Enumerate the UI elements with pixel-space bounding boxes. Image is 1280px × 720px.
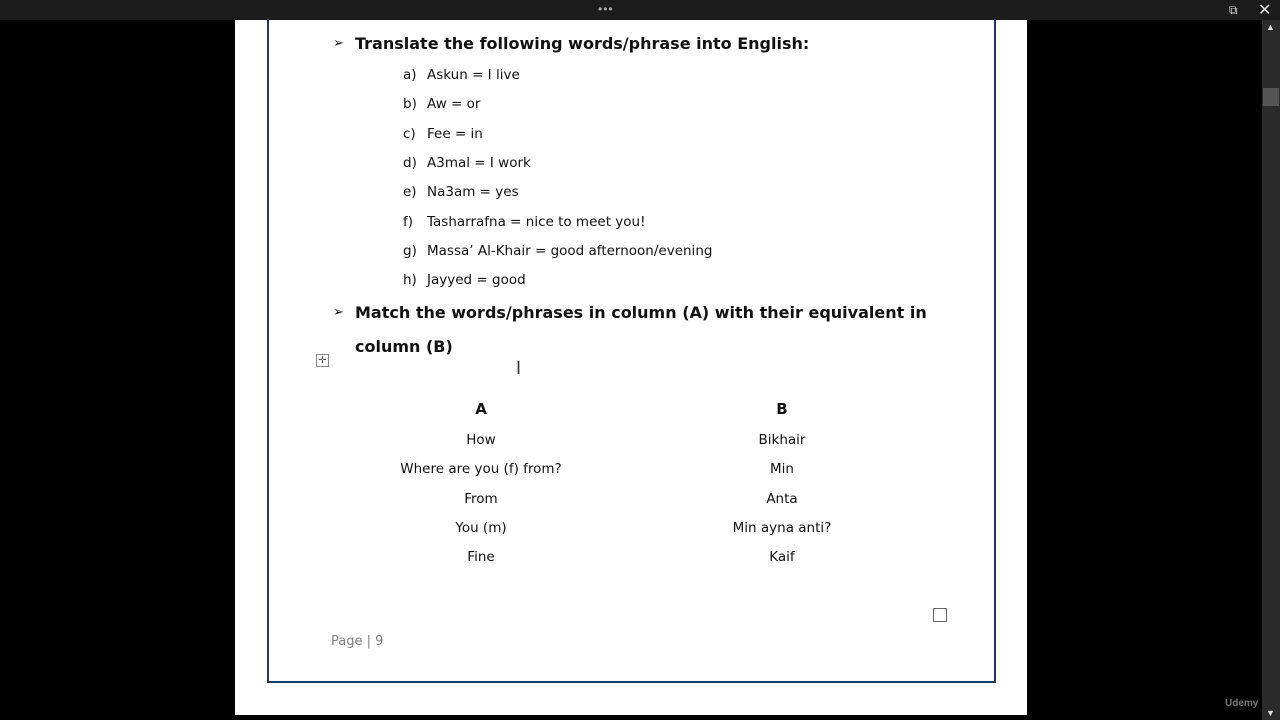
list-item-text: Aw = or [427,96,481,113]
scroll-down-icon[interactable]: ▼ [1266,708,1275,718]
column-b [657,400,907,578]
list-marker: a) [403,67,417,83]
list-marker: e) [403,184,417,201]
list-item [403,214,646,230]
vertical-scrollbar[interactable] [1262,20,1280,720]
table-cell: Min ayna anti? [732,519,832,536]
udemy-watermark: Udemy [1225,698,1259,709]
menu-dots-icon[interactable]: ••• [598,2,614,16]
list-item-text: Tasharrafna = nice to meet you! [427,213,646,230]
table-cell: You (m) [455,519,507,536]
document-page[interactable] [235,20,1027,715]
list-marker: b) [403,96,417,113]
arrow-bullet-icon: ➢ [333,305,344,320]
column-a-header: A [475,400,487,418]
list-item [403,243,712,259]
list-item [403,184,519,200]
list-item-text: Fee = in [427,125,483,142]
list-marker: d) [403,154,417,171]
arrow-bullet-icon: ➢ [333,36,344,51]
list-item [403,272,526,288]
table-cell: Kaif [769,549,795,566]
section-heading-match [333,303,927,322]
table-resize-handle[interactable] [933,608,947,622]
restore-icon[interactable]: ⧉ [1229,3,1238,17]
table-cell: Fine [467,549,495,566]
table-cell: Where are you (f) from? [400,461,562,478]
list-item [403,67,520,83]
scroll-thumb[interactable] [1263,88,1279,106]
list-item-text: A3mal = I work [427,154,531,171]
section-heading-match-line2: column (B) [355,337,453,356]
list-marker: f) [403,213,414,230]
table-move-handle-icon[interactable]: ✛ [316,354,329,367]
table-cell: Bikhair [758,432,806,448]
column-b-header: B [776,400,788,418]
heading-text: Translate the following words/phrase into English: [355,34,810,53]
column-a [356,400,606,578]
table-cell: From [464,490,498,507]
page-number: Page | 9 [331,634,384,649]
list-marker: g) [403,242,417,259]
list-item-text: Na3am = yes [427,184,519,201]
list-item-text: Jayyed = good [427,272,526,289]
table-cell: Anta [766,490,798,507]
list-item [403,155,531,171]
table-cell: How [466,432,496,448]
list-item-text: Askun = I live [427,67,520,83]
list-item [403,96,480,112]
title-bar [0,0,1280,20]
list-item-text: Massa’ Al-Khair = good afternoon/evening [427,242,713,259]
text-cursor-icon: I [516,358,522,378]
list-marker: c) [403,125,416,142]
scroll-up-icon[interactable]: ▲ [1266,22,1275,32]
list-item [403,126,483,142]
section-heading-translate [333,34,810,53]
list-marker: h) [403,272,417,289]
close-icon[interactable]: ✕ [1258,2,1272,19]
heading-text: Match the words/phrases in column (A) with their equivalent in [355,303,927,322]
table-cell: Min [770,461,794,478]
